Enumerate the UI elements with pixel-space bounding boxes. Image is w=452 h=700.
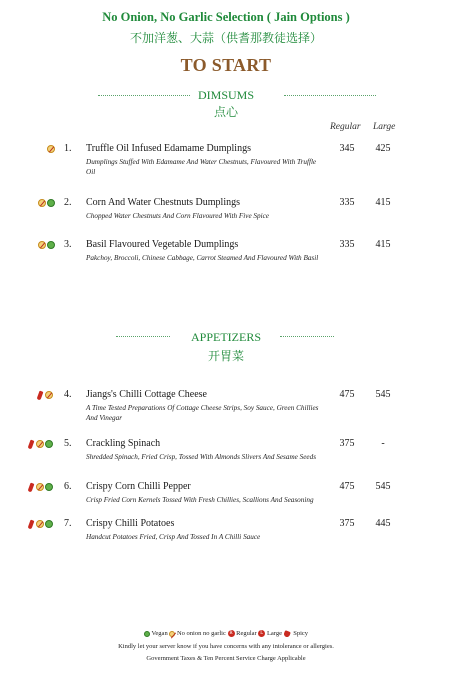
regular-column-header: Regular [330, 122, 361, 132]
allergy-note: Kindly let your server know if you have concerns with any intolerance or allergies. [118, 643, 334, 650]
vegan-icon [47, 241, 55, 249]
item-name: Crispy Corn Chilli Pepper [86, 481, 191, 492]
chili-icon [28, 439, 35, 449]
item-number: 3. [64, 239, 72, 250]
item-description: A Time Tested Preparations Of Cottage Cheese Strips, Soy Sauce, Green Chillies And Vinegar [86, 404, 319, 422]
item-number: 4. [64, 389, 72, 400]
vegan-icon [45, 483, 53, 491]
item-description: Handcut Potatoes Fried, Crisp And Tossed In A Chilli Sauce [86, 533, 261, 541]
price-large: 415 [375, 239, 391, 250]
price-large: 445 [375, 518, 391, 529]
item-number: 1. [64, 143, 72, 154]
item-number: 2. [64, 197, 72, 208]
appetizers-title-chinese: 开胃菜 [207, 349, 244, 363]
no-onion-garlic-icon [47, 145, 55, 153]
legend-large: Large [266, 630, 282, 637]
dietary-icons [38, 198, 55, 208]
price-large: 545 [375, 481, 391, 492]
vegan-icon [47, 199, 55, 207]
dietary-icons [38, 240, 55, 250]
price-large: 425 [375, 143, 391, 154]
item-description: Crisp Fried Corn Kernels Tossed With Fresh Chillies, Scallions And Seasoning [86, 496, 314, 504]
section-heading: TO START [180, 55, 272, 75]
menu-subtitle: No Onion, No Garlic Selection ( Jain Options ) [102, 10, 350, 24]
item-description: Chopped Water Chestnuts And Corn Flavoured With Five Spice [86, 212, 269, 220]
item-number: 6. [64, 481, 72, 492]
item-number: 5. [64, 438, 72, 449]
dietary-icons [47, 144, 55, 154]
no-onion-garlic-icon [36, 440, 44, 448]
item-number: 7. [64, 518, 72, 529]
legend [0, 630, 452, 637]
chili-icon [28, 482, 35, 492]
item-name: Jiangs's Chilli Cottage Cheese [86, 389, 207, 400]
no-onion-garlic-icon [36, 483, 44, 491]
no-onion-garlic-icon [36, 520, 44, 528]
dietary-icons [29, 439, 53, 449]
dimsums-title-chinese: 点心 [213, 105, 238, 119]
price-large: - [381, 438, 385, 449]
price-regular: 475 [339, 389, 355, 400]
vegan-icon [45, 520, 53, 528]
price-large: 545 [375, 389, 391, 400]
dietary-icons [29, 519, 53, 529]
price-regular: 345 [339, 143, 355, 154]
item-description: Pakchoy, Broccoli, Chinese Cabbage, Carrot Steamed And Flavoured With Basil [86, 254, 319, 262]
vegan-icon [144, 631, 150, 637]
legend-regular: Regular [236, 630, 257, 637]
dietary-icons [29, 482, 53, 492]
regular-badge-icon: R [229, 631, 233, 637]
dimsums-title: DIMSUMS [197, 88, 254, 102]
chili-icon [283, 630, 291, 638]
item-name: Crispy Chilli Potatoes [86, 518, 175, 529]
chili-icon [37, 390, 44, 400]
vegan-icon [45, 440, 53, 448]
price-large: 415 [375, 197, 391, 208]
legend-vegan: Vegan [151, 630, 168, 637]
appetizers-title: APPETIZERS [190, 330, 261, 344]
large-column-header: Large [373, 122, 396, 132]
item-name: Crackling Spinach [86, 438, 161, 449]
price-regular: 475 [339, 481, 355, 492]
dietary-icons [38, 390, 53, 400]
price-regular: 375 [339, 518, 355, 529]
no-onion-garlic-icon [38, 199, 46, 207]
item-name: Truffle Oil Infused Edamame Dumplings [86, 143, 251, 154]
no-onion-garlic-icon [169, 631, 175, 637]
item-name: Corn And Water Chestnuts Dumplings [86, 197, 241, 208]
chili-icon [28, 519, 35, 529]
menu-subtitle-chinese: 不加洋葱、大蒜（供耆那教徒选择） [129, 31, 322, 45]
tax-note: Government Taxes & Ten Percent Service Charge Applicable [146, 655, 306, 662]
price-regular: 335 [339, 239, 355, 250]
no-onion-garlic-icon [45, 391, 53, 399]
item-name: Basil Flavoured Vegetable Dumplings [86, 239, 239, 250]
legend-spicy: Spicy [293, 630, 309, 637]
large-badge-icon: L [260, 631, 264, 637]
legend-no-onion-garlic: No onion no garlic [176, 630, 226, 637]
no-onion-garlic-icon [38, 241, 46, 249]
price-regular: 375 [339, 438, 355, 449]
price-regular: 335 [339, 197, 355, 208]
item-description: Dumplings Stuffed With Edamame And Water Chestnuts, Flavoured With Truffle Oil [86, 158, 317, 176]
item-description: Shredded Spinach, Fried Crisp, Tossed With Almonds Slivers And Sesame Seeds [86, 453, 316, 461]
